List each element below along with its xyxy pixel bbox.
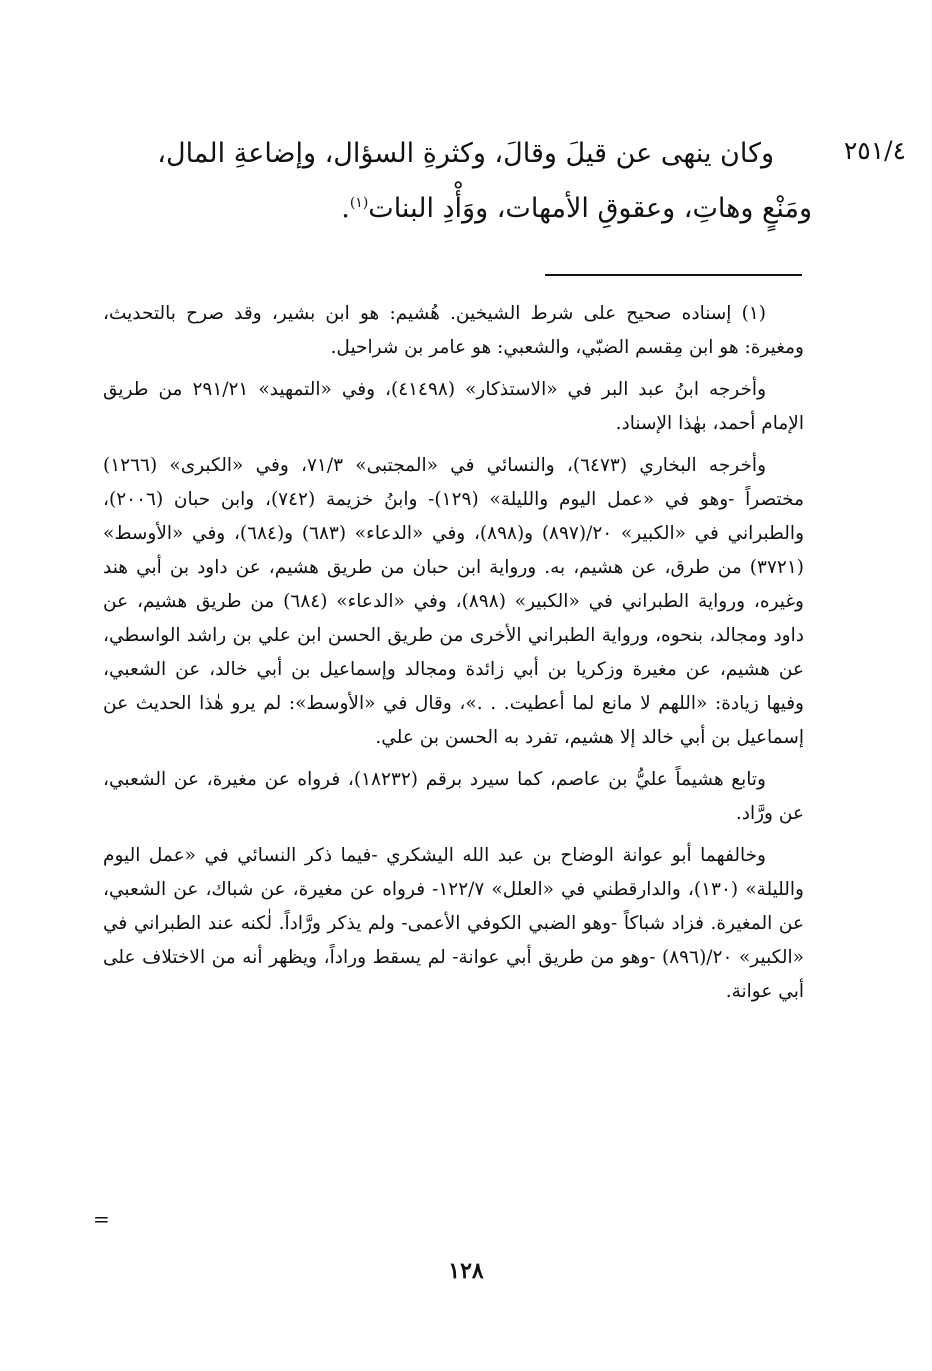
continuation-mark: =: [93, 1207, 110, 1231]
footnote-paragraph: وتابع هشيماً عليُّ بن عاصم، كما سيرد برقم (١٨٢٣٢)، فرواه عن مغيرة، عن الشعبي، عن ورَّاد.: [103, 769, 804, 824]
hadith-line-2: [100, 181, 812, 236]
footnote-separator: [545, 274, 802, 276]
footnote-reference: (١): [349, 195, 369, 211]
hadith-number: ٢٥١/٤: [843, 136, 906, 165]
page-number: ١٢٨: [448, 1258, 484, 1284]
hadith-line-1: وكان ينهى عن قيلَ وقالَ، وكثرةِ السؤال، وإضاعةِ المال،: [157, 138, 774, 169]
footnote-paragraph: (١) إسناده صحيح على شرط الشيخين. هُشيم: هو ابن بشير، وقد صرح بالتحديث، ومغيرة: هو ابن مِقسم الضبّي، والشعبي: هو عامر بن شراحيل.: [103, 303, 804, 358]
footnote-paragraph: وخالفهما أبو عوانة الوضاح بن عبد الله اليشكري -فيما ذكر النسائي في «عمل اليوم والليلة» (١٣٠)، والدارقطني في «العلل» ١٢٢/٧- فرواه عن مغيرة، عن شباك، عن الشعبي، عن المغيرة. فزاد شباكاً -وهو الضبي الكوفي الأعمى- ولم يذكر ورَّاداً. لٰكنه عند الطبراني في «الكبير» ٢٠/(٨٩٦) -وهو من طريق أبي عوانة- لم يسقط وراداً، ويظهر أنه من الاختلاف على أبي عوانة.: [103, 845, 804, 1002]
hadith-line-2-text: ومَنْعٍ وهاتِ، وعقوقِ الأمهات، ووَأْدِ البنات: [368, 193, 812, 224]
hadith-line-2-end: .: [341, 193, 350, 224]
footnote-paragraph: وأخرجه البخاري (٦٤٧٣)، والنسائي في «المجتبى» ٧١/٣، وفي «الكبرى» (١٢٦٦) مختصراً -وهو في «عمل اليوم والليلة» (١٢٩)- وابنُ خزيمة (٧٤٢)، وابن حبان (٢٠٠٦)، والطبراني في «الكبير» ٢٠/(٨٩٧) و(٨٩٨)، وفي «الدعاء» (٦٨٣) و(٦٨٤)، وفي «الأوسط» (٣٧٢١) من طرق، عن هشيم، به. ورواية ابن حبان من طريق هشيم، عن داود بن أبي هند وغيره، ورواية الطبراني في «الكبير» (٨٩٨)، وفي «الدعاء» (٦٨٤) من طريق هشيم، عن داود ومجالد، بنحوه، ورواية الطبراني الأخرى من طريق الحسن ابن علي بن راشد الواسطي، عن هشيم، عن مغيرة وزكريا بن أبي زائدة ومجالد وإسماعيل بن أبي خالد، عن الشعبي، وفيها زيادة: «اللهم لا مانع لما أعطيت. . .»، وقال في «الأوسط»: لم يرو هٰذا الحديث عن إسماعيل بن أبي خالد إلا هشيم، تفرد به الحسن بن علي.: [103, 455, 804, 748]
footnotes: [103, 297, 804, 1017]
hadith-text: [100, 126, 812, 236]
footnote-paragraph: وأخرجه ابنُ عبد البر في «الاستذكار» (٤١٤٩٨)، وفي «التمهيد» ٢٩١/٢١ من طريق الإمام أحمد، بهٰذا الإسناد.: [103, 379, 804, 434]
